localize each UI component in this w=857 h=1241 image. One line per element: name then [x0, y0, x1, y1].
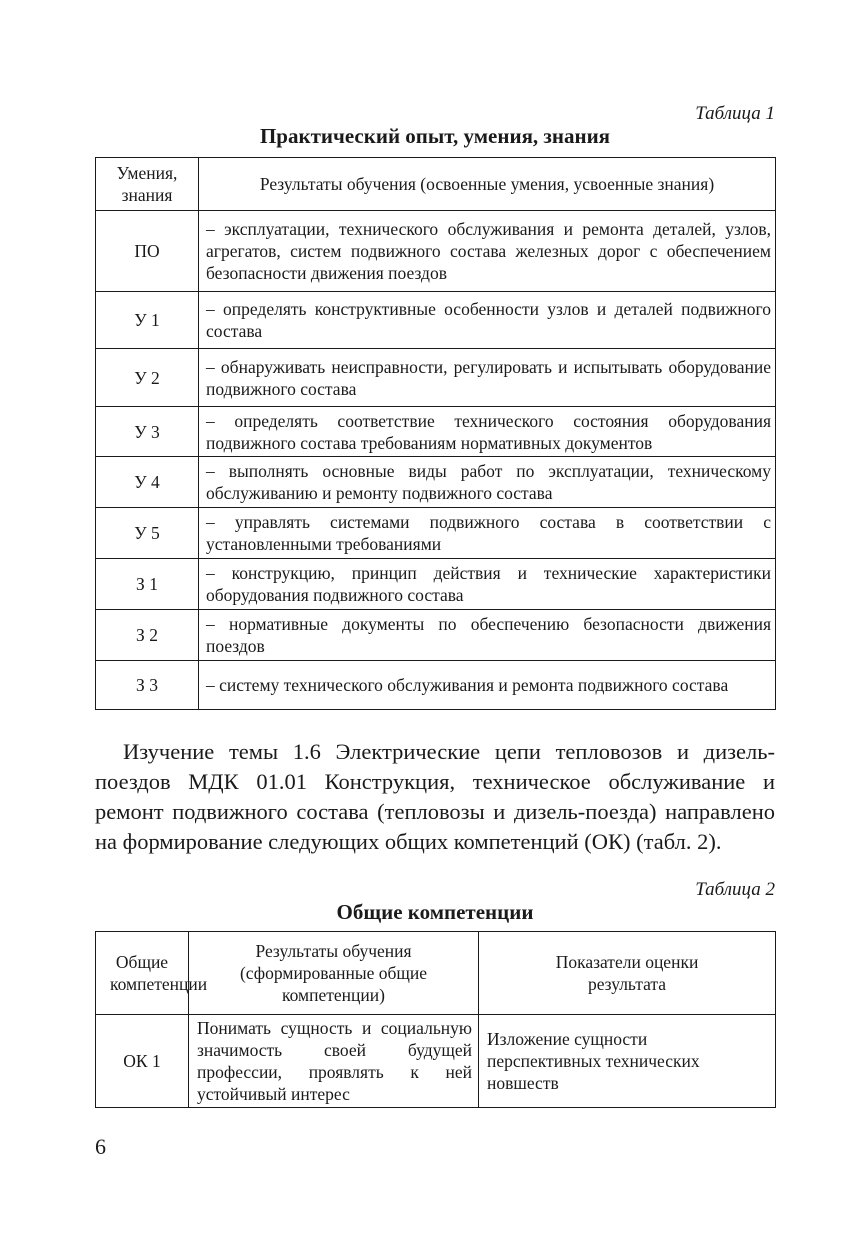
row-text: – эксплуатации, технического обслуживания и ремонта деталей, узлов, агрегатов, систем подвижного состава железных дорог с обеспечением безопасности движения поездов: [199, 211, 776, 292]
row-code: З 3: [96, 661, 199, 710]
row-text: – определять соответствие технического состояния оборудования подвижного состава требованиям нормативных документов: [199, 407, 776, 457]
row-text: – систему технического обслуживания и ремонта подвижного состава: [199, 661, 776, 710]
table-row: [96, 508, 776, 559]
competencies-table: [95, 931, 776, 1108]
table-row: [96, 211, 776, 292]
row-text: – выполнять основные виды работ по эксплуатации, техническому обслуживанию и ремонту подвижного состава: [199, 457, 776, 508]
table-header-row: [96, 158, 776, 211]
row-code: У 4: [96, 457, 199, 508]
body-paragraph: Изучение темы 1.6 Электрические цепи тепловозов и дизель-поездов МДК 01.01 Конструкция, техническое обслуживание и ремонт подвижного состава (тепловозы и дизель-поезда) направлено на формирование следующих общих компетенций (ОК) (табл. 2).: [95, 739, 775, 854]
header-competencies: Общие компетенции: [96, 932, 189, 1015]
table-header-row: [96, 932, 776, 1015]
header-skills: Умения, знания: [96, 158, 199, 211]
table-row: [96, 457, 776, 508]
row-code: З 1: [96, 559, 199, 610]
row-text: – конструкцию, принцип действия и технические характеристики оборудования подвижного состава: [199, 559, 776, 610]
row-code: У 3: [96, 407, 199, 457]
row-text: – определять конструктивные особенности узлов и деталей подвижного состава: [199, 292, 776, 349]
row-code: ОК 1: [96, 1015, 189, 1108]
skills-table: [95, 157, 776, 710]
header-results: Результаты обучения (сформированные общие компетенции): [189, 932, 479, 1015]
table-row: [96, 349, 776, 407]
table2-title: Общие компетенции: [336, 900, 534, 924]
header-indicators: Показатели оценки результата: [479, 932, 776, 1015]
table-row: [96, 407, 776, 457]
table1-caption: Таблица 1: [695, 103, 775, 124]
table-row: [96, 292, 776, 349]
row-text: – управлять системами подвижного состава в соответствии с установленными требованиями: [199, 508, 776, 559]
table2-caption: Таблица 2: [695, 879, 775, 900]
row-result: Понимать сущность и социальную значимость своей будущей профессии, проявлять к ней устойчивый интерес: [189, 1015, 479, 1108]
table-row: [96, 610, 776, 661]
header-results: Результаты обучения (освоенные умения, усвоенные знания): [199, 158, 776, 211]
row-text: – нормативные документы по обеспечению безопасности движения поездов: [199, 610, 776, 661]
row-code: У 5: [96, 508, 199, 559]
table1-title: Практический опыт, умения, знания: [259, 124, 611, 148]
row-indicator: Изложение сущности перспективных технических новшеств: [479, 1015, 776, 1108]
row-code: З 2: [96, 610, 199, 661]
row-code: У 1: [96, 292, 199, 349]
table-row: [96, 559, 776, 610]
row-code: ПО: [96, 211, 199, 292]
row-text: – обнаруживать неисправности, регулировать и испытывать оборудование подвижного состава: [199, 349, 776, 407]
table-row: [96, 1015, 776, 1108]
table-row: [96, 661, 776, 710]
page-number: 6: [95, 1134, 106, 1159]
row-code: У 2: [96, 349, 199, 407]
